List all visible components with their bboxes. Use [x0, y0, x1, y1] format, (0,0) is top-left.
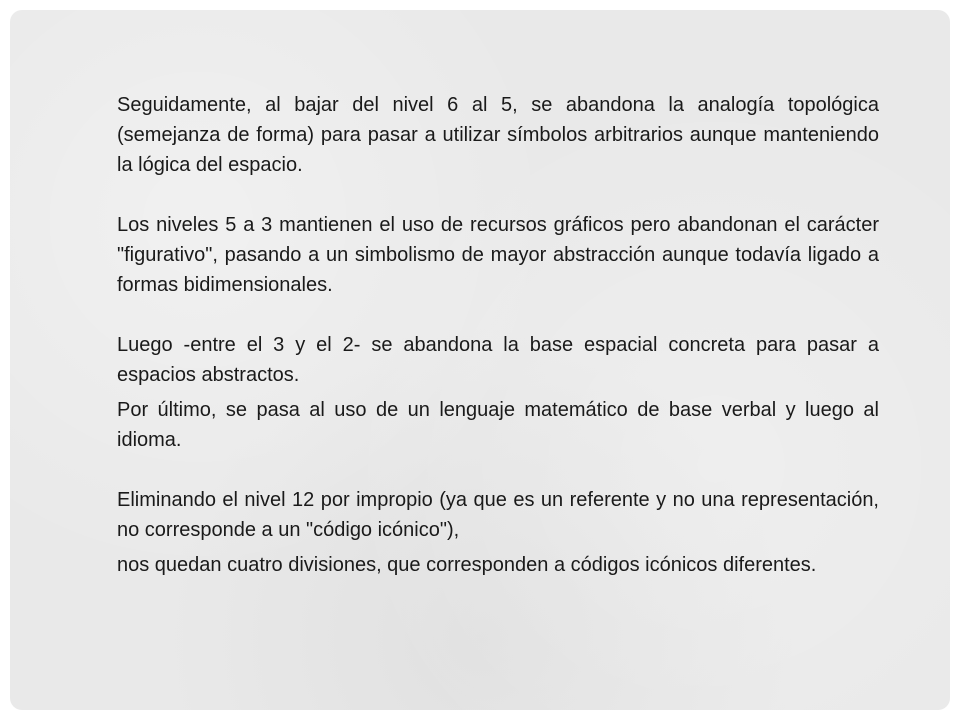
- paragraph-3: Luego -entre el 3 y el 2- se abandona la base espacial concreta para pasar a espacios abstractos.: [117, 334, 879, 386]
- slide: [10, 10, 950, 710]
- paragraph-5: Eliminando el nivel 12 por impropio (ya que es un referente y no una representación, no corresponde a un "código icónico"),: [117, 489, 879, 541]
- paragraph-6: nos quedan cuatro divisiones, que corresponden a códigos icónicos diferentes.: [117, 554, 817, 576]
- paragraph-1: Seguidamente, al bajar del nivel 6 al 5, se abandona la analogía topológica (semejanza de forma) para pasar a utilizar símbolos arbitrarios aunque manteniendo la lógica del espacio.: [117, 94, 879, 176]
- slide-body: [117, 90, 879, 580]
- paragraph-4: Por último, se pasa al uso de un lenguaje matemático de base verbal y luego al idioma.: [117, 399, 879, 451]
- paragraph-2: Los niveles 5 a 3 mantienen el uso de recursos gráficos pero abandonan el carácter "figurativo", pasando a un simbolismo de mayor abstracción aunque todavía ligado a formas bidimensionales.: [117, 214, 879, 296]
